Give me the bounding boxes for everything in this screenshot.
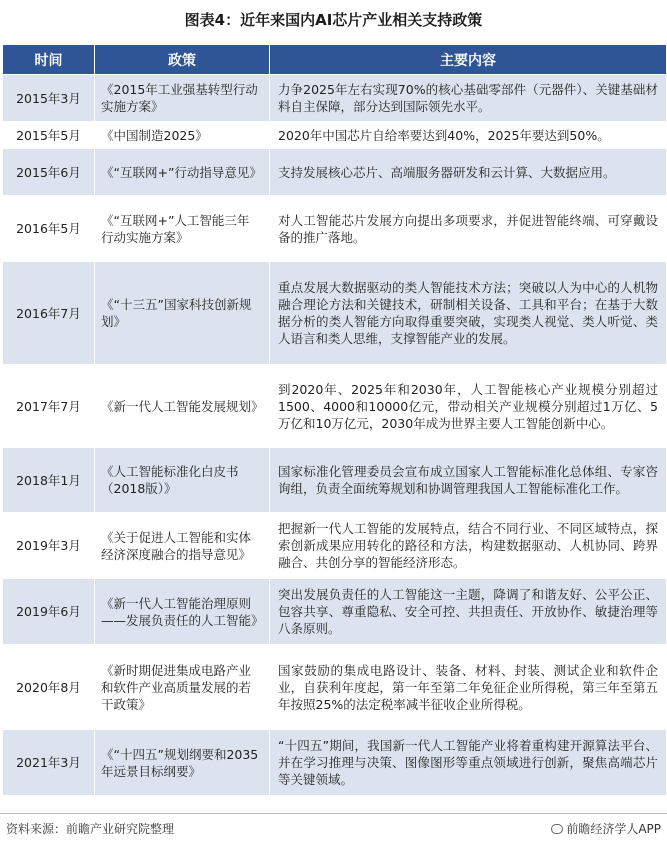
row-policy: 《“十四五”规划纲要和2035年远景目标纲要》 (95, 730, 270, 796)
row-date: 2018年1月 (3, 448, 95, 513)
header-content: 主要内容 (270, 45, 667, 75)
table-row (3, 730, 667, 796)
row-content: “十四五”期间，我国新一代人工智能产业将着重构建开源算法平台、并在学习推理与决策、图像图形等重点领域进行创新，聚焦高端芯片等关键领域。 (270, 730, 667, 796)
brand-credit (551, 820, 661, 837)
row-policy: 《新一代人工智能治理原则——发展负责任的人工智能》 (95, 579, 270, 645)
table-row (3, 448, 667, 513)
row-content: 重点发展大数据驱动的类人智能技术方法；突破以人为中心的人机物融合理论方法和关键技术，研制相关设备、工具和平台；在基于大数据分析的类人智能方向取得重要突破，实现类人视觉、类人听觉、类人语言和类人思维，支撑智能产业的发展。 (270, 262, 667, 365)
row-content: 突出发展负责任的人工智能这一主题，降调了和谐友好、公平公正、包容共享、尊重隐私、安全可控、共担责任、开放协作、敏捷治理等八条原则。 (270, 579, 667, 645)
wechat-icon (551, 824, 563, 834)
row-date: 2019年3月 (3, 513, 95, 579)
brand-name: 前瞻经济学人APP (566, 822, 661, 836)
table-row (3, 149, 667, 196)
table-row (3, 262, 667, 365)
row-policy: 《“互联网+”人工智能三年行动实施方案》 (95, 196, 270, 262)
row-content: 到2020年、2025年和2030年，人工智能核心产业规模分别超过1500、4000和10000亿元，带动相关产业规模分别超过1万亿、5万亿和10万亿元，2030年成为世界主要人工智能创新中心。 (270, 365, 667, 448)
row-content: 力争2025年左右实现70%的核心基础零部件（元器件）、关键基础材料自主保障，部分达到国际领先水平。 (270, 75, 667, 122)
row-policy: 《新一代人工智能发展规划》 (95, 365, 270, 448)
row-policy: 《人工智能标准化白皮书（2018版）》 (95, 448, 270, 513)
table-row (3, 365, 667, 448)
row-date: 2015年5月 (3, 122, 95, 149)
row-content: 国家标准化管理委员会宣布成立国家人工智能标准化总体组、专家咨询组，负责全面统筹规划和协调管理我国人工智能标准化工作。 (270, 448, 667, 513)
row-date: 2020年8月 (3, 645, 95, 730)
row-date: 2017年7月 (3, 365, 95, 448)
row-date: 2015年3月 (3, 75, 95, 122)
row-date: 2016年5月 (3, 196, 95, 262)
row-policy: 《新时期促进集成电路产业和软件产业高质量发展的若干政策》 (95, 645, 270, 730)
table-row (3, 579, 667, 645)
footer (0, 813, 667, 839)
row-policy: 《中国制造2025》 (95, 122, 270, 149)
row-date: 2021年3月 (3, 730, 95, 796)
row-date: 2019年6月 (3, 579, 95, 645)
row-policy: 《关于促进人工智能和实体经济深度融合的指导意见》 (95, 513, 270, 579)
table-row (3, 196, 667, 262)
row-content: 国家鼓励的集成电路设计、装备、材料、封装、测试企业和软件企业，自获利年度起，第一年至第二年免征企业所得税，第三年至第五年按照25%的法定税率减半征收企业所得税。 (270, 645, 667, 730)
table-row (3, 645, 667, 730)
table-header-row (3, 45, 667, 75)
row-content: 支持发展核心芯片、高端服务器研发和云计算、大数据应用。 (270, 149, 667, 196)
table-row (3, 122, 667, 149)
policy-table (2, 44, 666, 796)
header-policy: 政策 (95, 45, 270, 75)
source-note: 资料来源：前瞻产业研究院整理 (6, 822, 175, 836)
table-row (3, 513, 667, 579)
row-policy: 《2015年工业强基转型行动实施方案》 (95, 75, 270, 122)
row-date: 2016年7月 (3, 262, 95, 365)
chart-title: 图表4：近年来国内AI芯片产业相关支持政策 (184, 11, 483, 29)
row-policy: 《“互联网+”行动指导意见》 (95, 149, 270, 196)
row-policy: 《“十三五”国家科技创新规划》 (95, 262, 270, 365)
row-content: 对人工智能芯片发展方向提出多项要求，并促进智能终端、可穿戴设备的推广落地。 (270, 196, 667, 262)
table-row (3, 75, 667, 122)
row-content: 把握新一代人工智能的发展特点，结合不同行业、不同区域特点，探索创新成果应用转化的路径和方法，构建数据驱动、人机协同、跨界融合、共创分享的智能经济形态。 (270, 513, 667, 579)
row-date: 2015年6月 (3, 149, 95, 196)
row-content: 2020年中国芯片自给率要达到40%，2025年要达到50%。 (270, 122, 667, 149)
header-date: 时间 (3, 45, 95, 75)
